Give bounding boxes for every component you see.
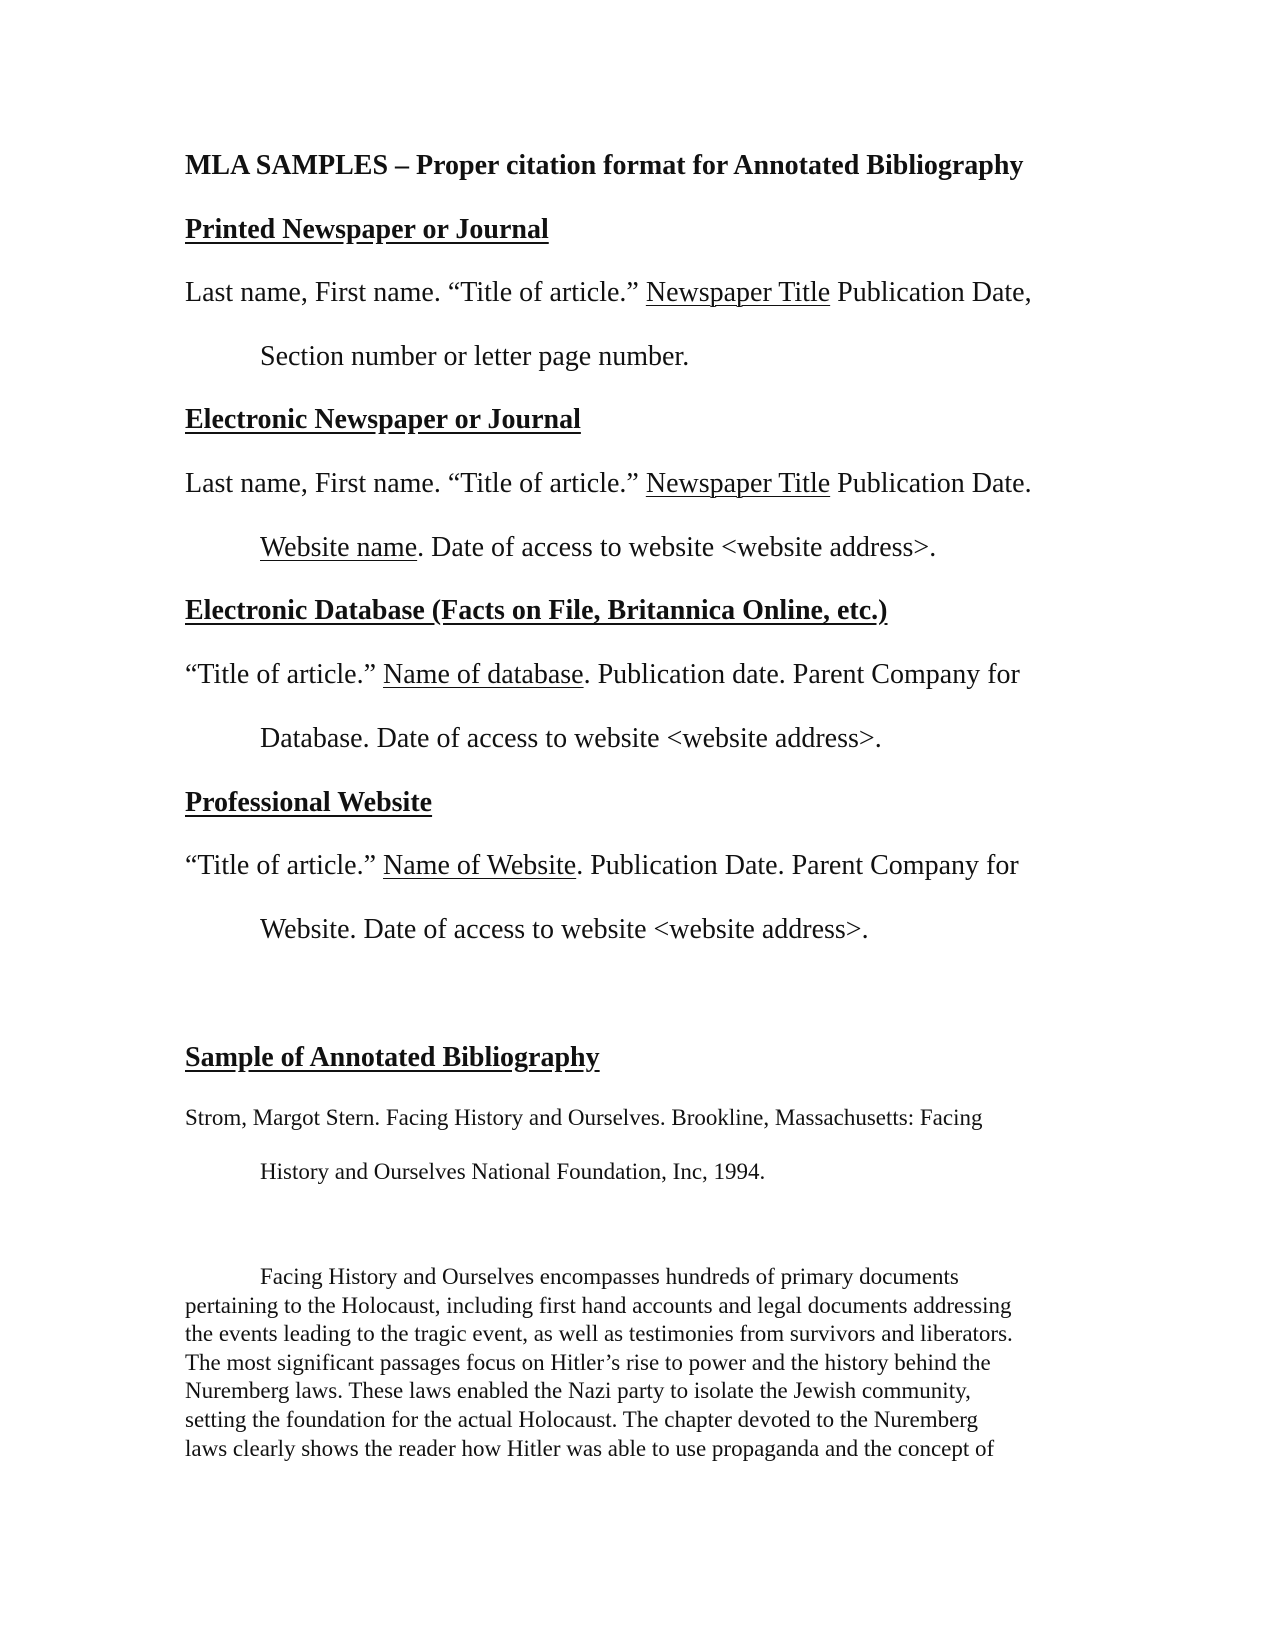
annotation-paragraph (185, 1263, 1085, 1463)
sample-citation-continuation: History and Ourselves National Foundation, Inc, 1994. (260, 1159, 766, 1184)
citation-text: Publication Date. (830, 468, 1032, 499)
citation-text: Database. Date of access to website <website address>. (260, 723, 882, 754)
section-heading-printed-newspaper: Printed Newspaper or Journal (185, 214, 549, 245)
section-heading-electronic-newspaper: Electronic Newspaper or Journal (185, 404, 581, 435)
citation-underlined-title: Website name (260, 532, 418, 563)
citation-text: Last name, First name. “Title of article.” (185, 468, 646, 499)
annotation-line: Nuremberg laws. These laws enabled the Nazi party to isolate the Jewish community, (185, 1378, 971, 1404)
citation-text: . Publication Date. Parent Company for (576, 850, 1019, 881)
citation-line (185, 661, 1020, 689)
citation-line (185, 852, 1019, 880)
citation-text: Last name, First name. “Title of article.” (185, 277, 646, 308)
citation-underlined-title: Newspaper Title (645, 468, 831, 499)
annotation-line: Facing History and Ourselves encompasses hundreds of primary documents (260, 1264, 959, 1289)
citation-text: . Publication date. Parent Company for (583, 659, 1020, 690)
citation-text: Publication Date, (830, 277, 1032, 308)
sample-citation-line: Strom, Margot Stern. Facing History and Ourselves. Brookline, Massachusetts: Facing (185, 1105, 983, 1130)
annotation-line: The most significant passages focus on Hitler’s rise to power and the history behind the (185, 1349, 991, 1375)
annotation-line: the events leading to the tragic event, as well as testimonies from survivors and liberators. (185, 1321, 1013, 1347)
citation-continuation-line (260, 725, 882, 753)
section-heading-electronic-database: Electronic Database (Facts on File, Britannica Online, etc.) (185, 595, 888, 626)
citation-line (185, 470, 1032, 498)
citation-text: “Title of article.” (185, 659, 384, 690)
citation-text: “Title of article.” (185, 850, 384, 881)
citation-continuation-line (260, 534, 936, 562)
citation-text: Website. Date of access to website <website address>. (260, 914, 869, 945)
section-heading-professional-website: Professional Website (185, 787, 433, 818)
annotation-line: setting the foundation for the actual Holocaust. The chapter devoted to the Nuremberg (185, 1406, 979, 1432)
citation-text: . Date of access to website <website address>. (417, 532, 937, 563)
citation-text: Section number or letter page number. (260, 341, 690, 372)
annotation-line: pertaining to the Holocaust, including first hand accounts and legal documents addressing (185, 1292, 1012, 1318)
page-title: MLA SAMPLES – Proper citation format for Annotated Bibliography (185, 150, 1024, 181)
annotation-line: laws clearly shows the reader how Hitler was able to use propaganda and the concept of (185, 1435, 995, 1461)
citation-continuation-line (260, 916, 869, 944)
citation-continuation-line (260, 343, 689, 371)
citation-line (185, 279, 1032, 307)
section-heading-sample-annotated-bibliography: Sample of Annotated Bibliography (185, 1042, 600, 1073)
citation-underlined-title: Name of Website (383, 850, 577, 881)
citation-underlined-title: Newspaper Title (645, 277, 831, 308)
citation-underlined-title: Name of database (383, 659, 584, 690)
